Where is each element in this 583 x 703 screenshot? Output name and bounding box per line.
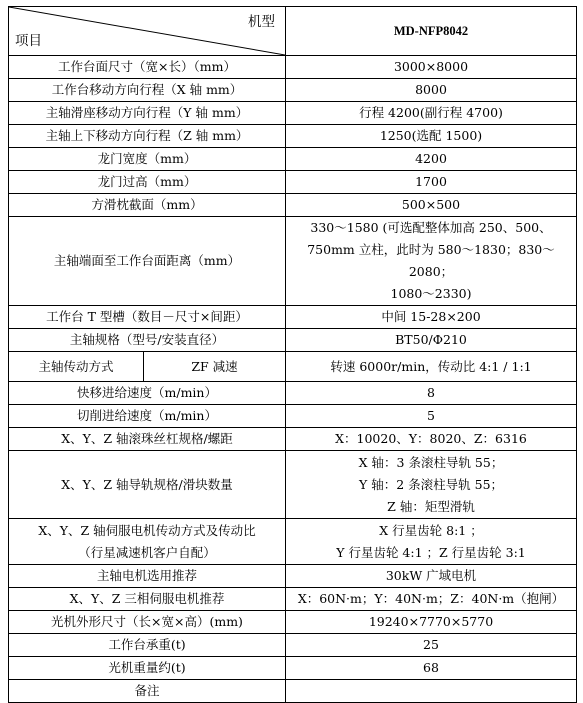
row-label: 龙门过高（mm）	[9, 171, 286, 194]
row-label: 光机重量约(t)	[9, 657, 286, 680]
row-label: 主轴传动方式	[9, 352, 144, 382]
table-row	[9, 451, 577, 519]
table-row	[9, 171, 577, 194]
table-row	[9, 79, 577, 102]
row-value-multiline	[286, 451, 577, 519]
row-label: 龙门宽度（mm）	[9, 148, 286, 171]
row-label: 工作台移动方向行程（X 轴 mm）	[9, 79, 286, 102]
row-label: X、Y、Z 轴滚珠丝杠规格/螺距	[9, 428, 286, 451]
row-label: 光机外形尺寸（长×宽×高）(mm)	[9, 611, 286, 634]
row-value: 3000×8000	[286, 56, 577, 79]
table-row	[9, 352, 577, 382]
label-line: X、Y、Z 轴伺服电机传动方式及传动比	[38, 522, 256, 538]
table-row	[9, 125, 577, 148]
value-line: 330～1580 (可选配整体加高 250、500、	[310, 220, 552, 235]
row-value: 500×500	[286, 194, 577, 217]
row-value: 8000	[286, 79, 577, 102]
row-label-multiline	[9, 519, 286, 565]
row-value: 5	[286, 405, 577, 428]
value-line: X 轴：3 条滚柱导轨 55；	[358, 454, 504, 470]
row-value: 25	[286, 634, 577, 657]
row-value: 8	[286, 382, 577, 405]
header-row	[9, 7, 577, 56]
value-line: Y 行星齿轮 4:1 ；Z 行星齿轮 3:1	[336, 544, 526, 560]
spec-table	[8, 6, 577, 703]
table-row	[9, 56, 577, 79]
row-label: 主轴滑座移动方向行程（Y 轴 mm）	[9, 102, 286, 125]
row-value-multiline	[286, 519, 577, 565]
row-label: X、Y、Z 轴导轨规格/滑块数量	[9, 451, 286, 519]
row-value: 1700	[286, 171, 577, 194]
table-row	[9, 680, 577, 703]
value-line: X 行星齿轮 8:1 ；	[379, 522, 483, 538]
row-value: X：60N·m；Y：40N·m；Z：40N·m（抱闸）	[286, 588, 577, 611]
row-label: 工作台承重(t)	[9, 634, 286, 657]
row-label: 快移进给速度（m/min）	[9, 382, 286, 405]
row-value: 1250(选配 1500)	[286, 125, 577, 148]
row-value: 转速 6000r/min，传动比 4:1 / 1:1	[286, 352, 577, 382]
item-header-label: 项目	[15, 33, 42, 49]
table-row	[9, 565, 577, 588]
row-label: 工作台面尺寸（宽×长）（mm）	[9, 56, 286, 79]
table-row	[9, 382, 577, 405]
row-value-multiline	[286, 217, 577, 306]
table-row	[9, 611, 577, 634]
row-label: 备注	[9, 680, 286, 703]
model-name: MD-NFP8042	[286, 7, 577, 56]
table-row	[9, 102, 577, 125]
label-line: （行星减速机客户自配）	[78, 544, 216, 560]
model-header-label: 机型	[248, 14, 275, 30]
row-label: 主轴规格（型号/安装直径）	[9, 329, 286, 352]
table-row	[9, 428, 577, 451]
row-label: 主轴上下移动方向行程（Z 轴 mm）	[9, 125, 286, 148]
row-value	[286, 680, 577, 703]
row-value: 30kW 广域电机	[286, 565, 577, 588]
table-row	[9, 657, 577, 680]
row-value: 4200	[286, 148, 577, 171]
value-line: 750mm 立柱，此时为 580～1830；830～2080；	[307, 242, 555, 279]
table-row	[9, 194, 577, 217]
table-row	[9, 148, 577, 171]
row-value: 行程 4200(副行程 4700)	[286, 102, 577, 125]
row-value: 68	[286, 657, 577, 680]
row-value: BT50/Φ210	[286, 329, 577, 352]
row-label: X、Y、Z 三相伺服电机推荐	[9, 588, 286, 611]
value-line: Y 轴：2 条滚柱导轨 55；	[358, 476, 504, 492]
row-sub-label: ZF 减速	[144, 352, 286, 382]
row-label: 工作台 T 型槽（数目－尺寸×间距）	[9, 306, 286, 329]
row-label: 主轴电机选用推荐	[9, 565, 286, 588]
table-row	[9, 329, 577, 352]
table-row	[9, 217, 577, 306]
table-row	[9, 405, 577, 428]
row-label: 方滑枕截面（mm）	[9, 194, 286, 217]
diagonal-line	[9, 7, 285, 55]
value-line: 1080～2330)	[390, 286, 472, 301]
value-line: Z 轴：矩型滑轨	[387, 498, 475, 514]
table-row	[9, 306, 577, 329]
table-row	[9, 588, 577, 611]
row-value: 中间 15-28×200	[286, 306, 577, 329]
row-value: X：10020、Y：8020、Z：6316	[286, 428, 577, 451]
row-value: 19240×7770×5770	[286, 611, 577, 634]
header-diagonal-cell	[9, 7, 286, 56]
table-row	[9, 634, 577, 657]
row-label: 主轴端面至工作台面距离（mm）	[9, 217, 286, 306]
row-label: 切削进给速度（m/min）	[9, 405, 286, 428]
table-row	[9, 519, 577, 565]
